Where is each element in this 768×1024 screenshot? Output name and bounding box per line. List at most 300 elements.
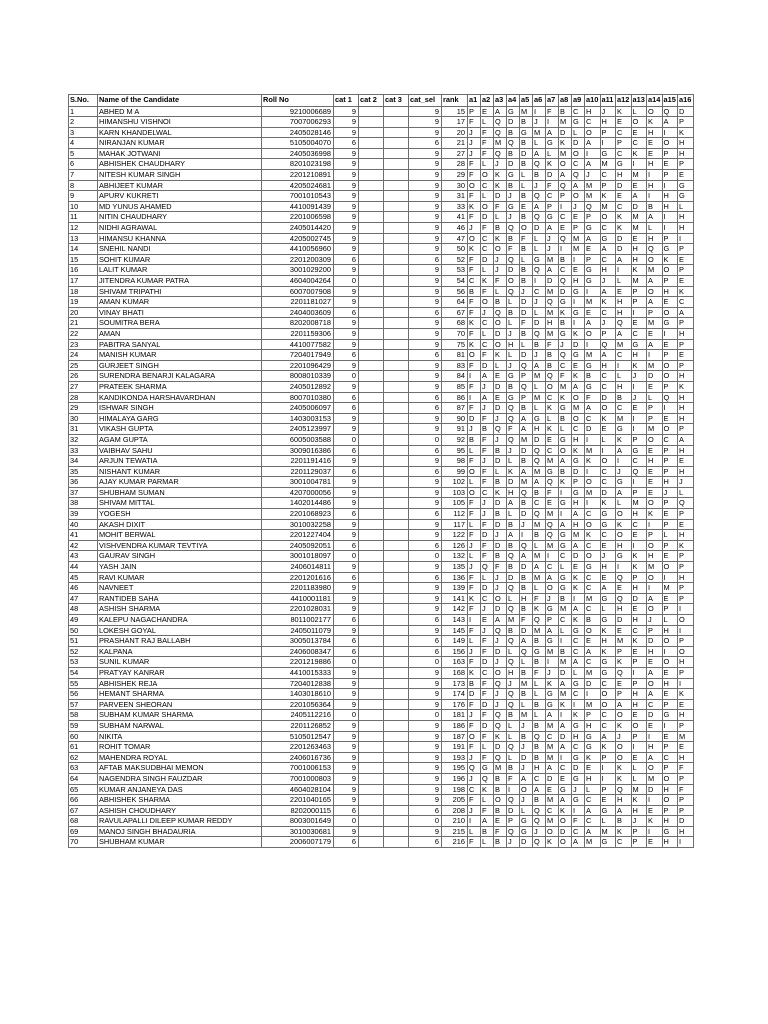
table-cell <box>384 519 409 530</box>
table-cell: B <box>520 138 533 149</box>
table-cell: B <box>616 392 632 403</box>
table-cell: K <box>631 360 647 371</box>
table-cell: 84 <box>442 371 468 382</box>
table-cell: 8011002177 <box>262 615 334 626</box>
table-cell: 4205002745 <box>262 233 334 244</box>
table-cell: 2405011079 <box>262 625 334 636</box>
table-cell: D <box>494 403 507 414</box>
table-cell: 3009016386 <box>262 445 334 456</box>
table-row <box>69 583 694 594</box>
table-cell: D <box>507 477 520 488</box>
table-cell: G <box>585 562 601 573</box>
table-cell: NIKITA <box>98 731 262 742</box>
table-cell <box>384 646 409 657</box>
table-cell: P <box>647 403 663 414</box>
table-cell: C <box>572 826 585 837</box>
table-cell: 8003001649 <box>262 816 334 827</box>
table-cell: J <box>507 191 520 202</box>
table-cell: 9 <box>334 117 359 128</box>
table-cell: 9 <box>334 127 359 138</box>
table-cell: E <box>678 254 694 265</box>
table-cell <box>384 625 409 636</box>
table-cell: M <box>494 138 507 149</box>
table-cell: G <box>559 434 572 445</box>
table-cell: RANTIDEB SAHA <box>98 593 262 604</box>
table-cell: M <box>546 286 559 297</box>
table-cell: H <box>662 191 678 202</box>
table-cell: 132 <box>442 551 468 562</box>
table-cell: M <box>631 276 647 287</box>
table-cell <box>384 265 409 276</box>
table-cell: F <box>468 742 481 753</box>
table-cell <box>359 159 384 170</box>
table-cell: 64 <box>442 297 468 308</box>
table-cell: P <box>546 201 559 212</box>
table-cell: D <box>481 212 494 223</box>
table-cell: Q <box>546 530 559 541</box>
table-cell: 31 <box>69 424 98 435</box>
column-header: a7 <box>546 95 559 107</box>
table-cell: C <box>600 477 616 488</box>
table-cell: 7001000803 <box>262 773 334 784</box>
table-cell: J <box>468 646 481 657</box>
table-cell <box>359 371 384 382</box>
table-cell: 9 <box>334 159 359 170</box>
table-cell: 2405123997 <box>262 424 334 435</box>
table-cell: 2201159306 <box>262 328 334 339</box>
table-cell <box>384 381 409 392</box>
table-cell: 14 <box>69 244 98 255</box>
table-cell: 3001018097 <box>262 551 334 562</box>
table-cell: PRATEEK SHARMA <box>98 381 262 392</box>
table-cell: P <box>647 307 663 318</box>
table-cell: F <box>468 837 481 848</box>
table-cell: O <box>647 678 663 689</box>
table-cell: K <box>559 805 572 816</box>
table-cell: VIKASH GUPTA <box>98 424 262 435</box>
table-cell <box>384 413 409 424</box>
table-cell: M <box>520 477 533 488</box>
table-cell <box>384 403 409 414</box>
table-cell: I <box>600 138 616 149</box>
table-cell: 25 <box>69 360 98 371</box>
table-cell: J <box>631 392 647 403</box>
table-cell: M <box>585 699 601 710</box>
table-cell: I <box>559 244 572 255</box>
table-cell: H <box>647 456 663 467</box>
table-cell: K <box>600 646 616 657</box>
table-cell: B <box>533 170 546 181</box>
table-cell: J <box>533 297 546 308</box>
table-cell: C <box>468 276 481 287</box>
table-cell: O <box>631 720 647 731</box>
table-cell: M <box>585 837 601 848</box>
table-cell: O <box>468 731 481 742</box>
table-cell: A <box>559 720 572 731</box>
table-cell: G <box>600 148 616 159</box>
table-cell: 53 <box>442 265 468 276</box>
table-cell: 9 <box>334 170 359 181</box>
table-cell: L <box>507 350 520 361</box>
table-cell: E <box>572 360 585 371</box>
table-cell: 47 <box>69 593 98 604</box>
table-cell: F <box>468 498 481 509</box>
table-cell: B <box>559 106 572 117</box>
table-cell: 3005013784 <box>262 636 334 647</box>
table-row <box>69 148 694 159</box>
table-cell: J <box>494 413 507 424</box>
table-cell: M <box>647 360 663 371</box>
table-cell: P <box>662 699 678 710</box>
table-cell: Q <box>494 710 507 721</box>
table-cell <box>384 148 409 159</box>
table-cell: Q <box>494 424 507 435</box>
table-cell: A <box>647 297 663 308</box>
table-cell: E <box>662 297 678 308</box>
table-cell: G <box>546 466 559 477</box>
table-cell: C <box>559 763 572 774</box>
table-cell <box>359 233 384 244</box>
table-cell: B <box>585 371 601 382</box>
table-cell: A <box>533 562 546 573</box>
table-cell: 2404003609 <box>262 307 334 318</box>
table-row <box>69 191 694 202</box>
table-cell: 59 <box>69 720 98 731</box>
table-cell: G <box>572 487 585 498</box>
table-cell: P <box>572 477 585 488</box>
table-cell: APURV KUKRETI <box>98 191 262 202</box>
table-cell: H <box>678 403 694 414</box>
table-cell: NITIN CHAUDHARY <box>98 212 262 223</box>
table-cell: E <box>572 265 585 276</box>
table-cell: C <box>546 392 559 403</box>
table-cell: G <box>520 127 533 138</box>
table-cell: ROHIT TOMAR <box>98 742 262 753</box>
table-cell: E <box>585 307 601 318</box>
table-cell: B <box>520 731 533 742</box>
table-cell: H <box>678 826 694 837</box>
table-cell: I <box>631 667 647 678</box>
table-cell: A <box>546 710 559 721</box>
table-cell <box>359 784 384 795</box>
table-cell: F <box>520 318 533 329</box>
table-cell: 62 <box>69 752 98 763</box>
table-cell: B <box>507 625 520 636</box>
table-cell <box>359 106 384 117</box>
table-cell: 2201068923 <box>262 509 334 520</box>
table-cell: 9 <box>409 328 442 339</box>
table-cell: 6 <box>409 805 442 816</box>
table-cell: 168 <box>442 667 468 678</box>
table-cell: O <box>494 593 507 604</box>
table-cell: E <box>647 720 663 731</box>
table-cell: E <box>572 562 585 573</box>
table-cell: Q <box>507 286 520 297</box>
table-cell <box>384 636 409 647</box>
table-cell: P <box>662 498 678 509</box>
table-cell: P <box>678 593 694 604</box>
table-cell: 6 <box>334 646 359 657</box>
table-cell: 9 <box>409 784 442 795</box>
table-cell: C <box>631 625 647 636</box>
table-cell: D <box>600 392 616 403</box>
table-cell: 18 <box>69 286 98 297</box>
table-cell <box>359 148 384 159</box>
table-cell: D <box>494 456 507 467</box>
table-cell: 9 <box>409 593 442 604</box>
table-cell: P <box>662 350 678 361</box>
table-cell: B <box>559 254 572 265</box>
table-body <box>69 106 694 848</box>
table-cell: M <box>533 371 546 382</box>
table-row <box>69 752 694 763</box>
table-cell: J <box>533 350 546 361</box>
table-cell: 16 <box>69 265 98 276</box>
table-cell <box>359 710 384 721</box>
table-cell: 50 <box>69 625 98 636</box>
table-cell: J <box>507 212 520 223</box>
table-cell: G <box>559 583 572 594</box>
table-cell: 9 <box>409 667 442 678</box>
table-cell: 6 <box>334 307 359 318</box>
table-cell: C <box>631 328 647 339</box>
table-cell: 7001010543 <box>262 191 334 202</box>
table-cell <box>384 487 409 498</box>
table-cell: O <box>631 117 647 128</box>
table-cell: A <box>533 148 546 159</box>
table-cell: O <box>662 562 678 573</box>
table-cell: E <box>481 106 494 117</box>
table-cell: A <box>647 752 663 763</box>
table-cell: I <box>585 148 601 159</box>
table-cell: B <box>533 487 546 498</box>
table-cell: 7204012838 <box>262 678 334 689</box>
table-cell <box>384 350 409 361</box>
table-cell: 9 <box>334 593 359 604</box>
table-cell: M <box>559 604 572 615</box>
table-cell: M <box>585 297 601 308</box>
table-cell: 135 <box>442 562 468 573</box>
table-cell: B <box>520 159 533 170</box>
table-cell: M <box>533 466 546 477</box>
table-cell: F <box>481 731 494 742</box>
table-cell: I <box>631 381 647 392</box>
table-cell: I <box>468 371 481 382</box>
table-cell: J <box>468 773 481 784</box>
table-cell <box>359 180 384 191</box>
table-cell: 40 <box>69 519 98 530</box>
table-cell: O <box>494 339 507 350</box>
table-cell: H <box>678 413 694 424</box>
table-cell: L <box>481 837 494 848</box>
table-cell: GURJEET SINGH <box>98 360 262 371</box>
table-cell: F <box>481 413 494 424</box>
table-cell: 2201096429 <box>262 360 334 371</box>
table-cell: H <box>616 381 632 392</box>
table-cell: 31 <box>442 191 468 202</box>
table-cell: 55 <box>69 678 98 689</box>
table-cell <box>384 498 409 509</box>
table-cell: O <box>494 795 507 806</box>
table-cell: O <box>616 752 632 763</box>
table-cell: E <box>559 223 572 234</box>
table-cell: B <box>520 689 533 700</box>
table-cell: SUNIL KUMAR <box>98 657 262 668</box>
table-cell: 9 <box>334 360 359 371</box>
table-cell: G <box>600 509 616 520</box>
table-cell: P <box>631 297 647 308</box>
table-cell: KANDIKONDA HARSHAVARDHAN <box>98 392 262 403</box>
table-cell: C <box>572 159 585 170</box>
table-cell: 4205024681 <box>262 180 334 191</box>
table-cell: Q <box>494 127 507 138</box>
table-cell: O <box>572 413 585 424</box>
column-header: cat_sel <box>409 95 442 107</box>
table-cell: K <box>481 784 494 795</box>
table-cell: G <box>572 625 585 636</box>
table-cell: G <box>559 540 572 551</box>
table-cell: P <box>631 572 647 583</box>
table-cell: 6 <box>409 646 442 657</box>
table-cell: C <box>585 583 601 594</box>
table-cell: E <box>647 657 663 668</box>
table-cell: B <box>559 318 572 329</box>
table-cell: E <box>546 498 559 509</box>
table-cell: 8202008718 <box>262 318 334 329</box>
table-cell: Q <box>647 244 663 255</box>
table-cell: 0 <box>409 816 442 827</box>
table-cell: I <box>520 530 533 541</box>
table-row <box>69 456 694 467</box>
table-cell: 9 <box>409 583 442 594</box>
table-cell: I <box>631 540 647 551</box>
table-cell: C <box>585 572 601 583</box>
table-cell <box>384 805 409 816</box>
table-cell: L <box>481 265 494 276</box>
table-cell: B <box>533 530 546 541</box>
table-cell: G <box>572 795 585 806</box>
table-cell: C <box>481 339 494 350</box>
table-cell: C <box>585 795 601 806</box>
table-cell: 0 <box>334 816 359 827</box>
table-cell: P <box>600 127 616 138</box>
table-cell: E <box>647 328 663 339</box>
table-cell: 145 <box>442 625 468 636</box>
table-row <box>69 276 694 287</box>
table-cell: 4410056960 <box>262 244 334 255</box>
table-cell: C <box>616 837 632 848</box>
table-cell: 6 <box>334 837 359 848</box>
table-cell: H <box>631 615 647 626</box>
table-cell: F <box>481 752 494 763</box>
table-cell: Q <box>481 773 494 784</box>
table-cell: RAVI KUMAR <box>98 572 262 583</box>
table-cell: J <box>520 720 533 731</box>
table-cell: 126 <box>442 540 468 551</box>
table-cell: O <box>647 106 663 117</box>
table-cell: G <box>662 710 678 721</box>
table-cell: M <box>647 773 663 784</box>
table-cell: D <box>494 328 507 339</box>
table-cell: 33 <box>69 445 98 456</box>
table-cell: J <box>533 117 546 128</box>
table-cell: K <box>559 138 572 149</box>
table-cell: I <box>631 477 647 488</box>
table-cell: M <box>631 784 647 795</box>
table-cell: 9 <box>334 519 359 530</box>
table-cell: D <box>533 223 546 234</box>
table-cell: 2406016736 <box>262 752 334 763</box>
table-cell: 8 <box>69 180 98 191</box>
table-cell: K <box>559 477 572 488</box>
table-cell: F <box>468 657 481 668</box>
table-cell <box>359 562 384 573</box>
table-cell: C <box>546 445 559 456</box>
table-cell: G <box>585 360 601 371</box>
table-cell: B <box>507 180 520 191</box>
table-cell: A <box>559 678 572 689</box>
table-cell: G <box>678 180 694 191</box>
table-cell: C <box>600 678 616 689</box>
table-cell: 9 <box>334 244 359 255</box>
table-cell: F <box>468 625 481 636</box>
table-cell: E <box>481 615 494 626</box>
table-cell <box>359 127 384 138</box>
table-cell: C <box>559 212 572 223</box>
table-cell: D <box>616 233 632 244</box>
table-cell: K <box>600 297 616 308</box>
table-cell: E <box>616 625 632 636</box>
table-cell: F <box>533 667 546 678</box>
table-cell: P <box>678 636 694 647</box>
table-cell: E <box>585 636 601 647</box>
table-cell: P <box>585 710 601 721</box>
table-cell: M <box>616 339 632 350</box>
table-cell: L <box>647 392 663 403</box>
table-cell: 41 <box>442 212 468 223</box>
table-cell: A <box>533 201 546 212</box>
table-cell: A <box>559 795 572 806</box>
table-cell: 6 <box>334 572 359 583</box>
table-cell: 46 <box>69 583 98 594</box>
table-cell: P <box>647 625 663 636</box>
table-cell: K <box>494 233 507 244</box>
table-cell: 58 <box>69 710 98 721</box>
table-cell: O <box>546 583 559 594</box>
table-cell: E <box>647 837 663 848</box>
table-row <box>69 466 694 477</box>
table-cell: 30 <box>69 413 98 424</box>
table-cell: H <box>678 138 694 149</box>
table-cell: 6 <box>334 615 359 626</box>
table-cell: K <box>600 625 616 636</box>
table-cell: P <box>678 360 694 371</box>
table-row <box>69 657 694 668</box>
table-cell: KALEPU NAGACHANDRA <box>98 615 262 626</box>
table-cell: B <box>507 307 520 318</box>
table-cell: L <box>559 562 572 573</box>
table-cell: 9 <box>334 752 359 763</box>
table-cell: 196 <box>442 773 468 784</box>
table-cell: D <box>559 286 572 297</box>
table-cell: 68 <box>442 318 468 329</box>
column-header: Name of the Candidate <box>98 95 262 107</box>
table-cell: H <box>647 233 663 244</box>
table-cell <box>359 837 384 848</box>
table-cell: 2006007179 <box>262 837 334 848</box>
table-cell: C <box>585 413 601 424</box>
table-cell: 4410077582 <box>262 339 334 350</box>
